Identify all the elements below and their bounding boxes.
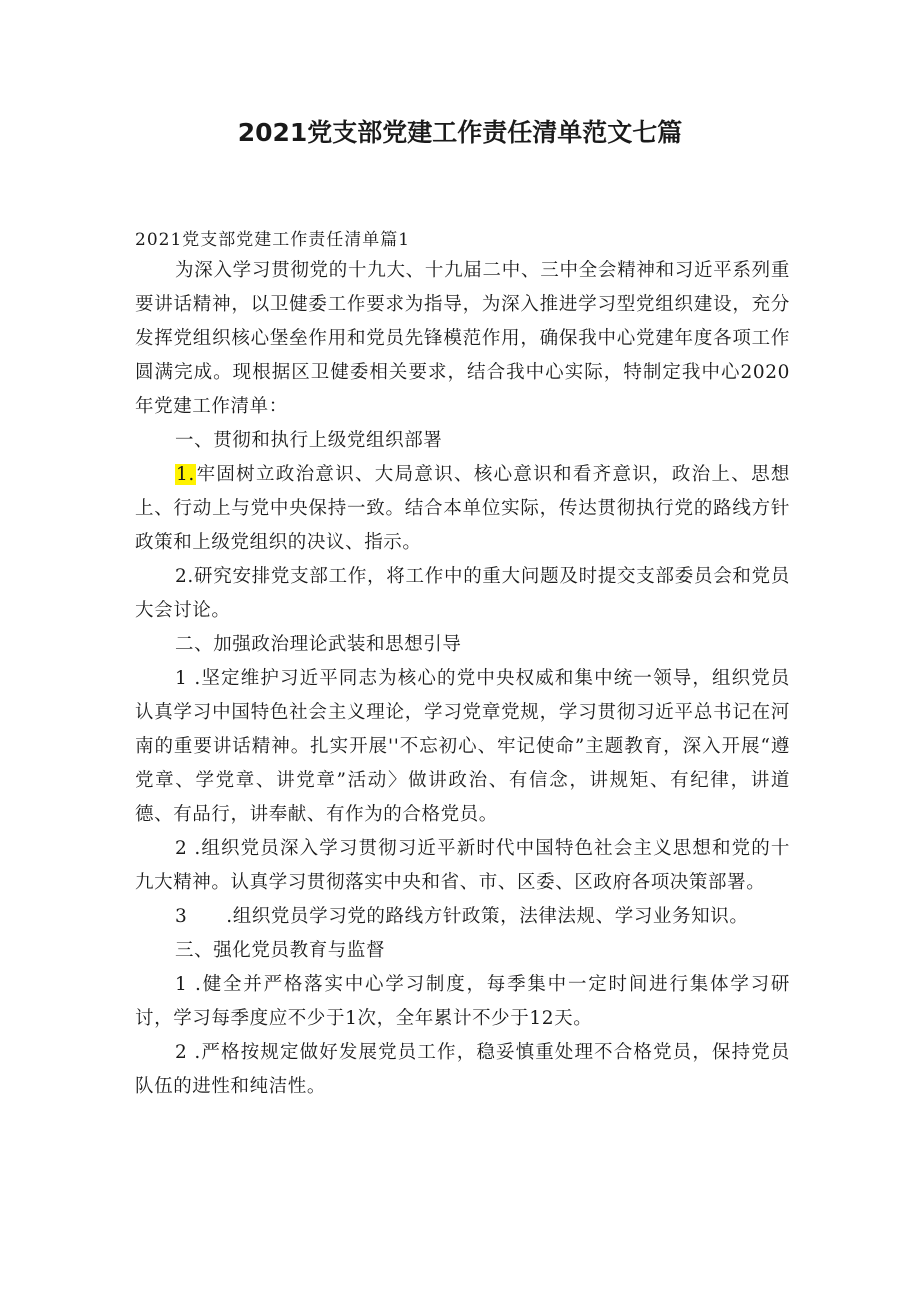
paragraph-intro: 为深入学习贯彻党的十九大、十九届二中、三中全会精神和习近平系列重要讲话精神，以卫健委工作要求为指导，为深入推进学习型党组织建设，充分发挥党组织核心堡垒作用和党员先锋模范作用，确保我中心党建年度各项工作圆满完成。现根据区卫健委相关要求，结合我中心实际，特制定我中心2020年党建工作清单： xyxy=(135,260,790,417)
highlighted-number: 1. xyxy=(176,464,195,485)
document-body xyxy=(135,254,790,1104)
paragraph-item: 1 .坚定维护习近平同志为核心的党中央权威和集中统一领导，组织党员认真学习中国特色社会主义理论，学习党章党规，学习贯彻习近平总书记在河南的重要讲话精神。扎实开展''不忘初心、牢记使命”主题教育，深入开展“遵党章、学党章、讲党章”活动〉做讲政治、有信念，讲规矩、有纪律，讲道德、有品行，讲奉献、有作为的合格党员。 xyxy=(135,668,790,825)
paragraph-item: 2 .组织党员深入学习贯彻习近平新时代中国特色社会主义思想和党的十九大精神。认真学习贯彻落实中央和省、市、区委、区政府各项决策部署。 xyxy=(135,838,790,893)
paragraph-item: 1 .健全并严格落实中心学习制度，每季集中一定时间进行集体学习研讨，学习每季度应不少于1次，全年累计不少于12天。 xyxy=(135,974,790,1029)
heading-section-3: 三、强化党员教育与监督 xyxy=(175,940,386,961)
heading-section-1: 一、贯彻和执行上级党组织部署 xyxy=(175,430,443,451)
paragraph-item xyxy=(135,458,790,560)
paragraph-text: 牢固树立政治意识、大局意识、核心意识和看齐意识，政治上、思想上、行动上与党中央保持一致。结合本单位实际，传达贯彻执行党的路线方针政策和上级党组织的决议、指示。 xyxy=(135,464,790,553)
section-subtitle: 2021党支部党建工作责任清单篇1 xyxy=(135,230,411,250)
paragraph-item: 2 .严格按规定做好发展党员工作，稳妥慎重处理不合格党员，保持党员队伍的进性和纯洁性。 xyxy=(135,1042,790,1097)
paragraph-item: 3 .组织党员学习党的路线方针政策，法律法规、学习业务知识。 xyxy=(175,906,749,927)
document-title: 2021党支部党建工作责任清单范文七篇 xyxy=(237,118,683,147)
heading-section-2: 二、加强政治理论武装和思想引导 xyxy=(175,634,462,655)
paragraph-item: 2.研究安排党支部工作，将工作中的重大问题及时提交支部委员会和党员大会讨论。 xyxy=(135,566,790,621)
